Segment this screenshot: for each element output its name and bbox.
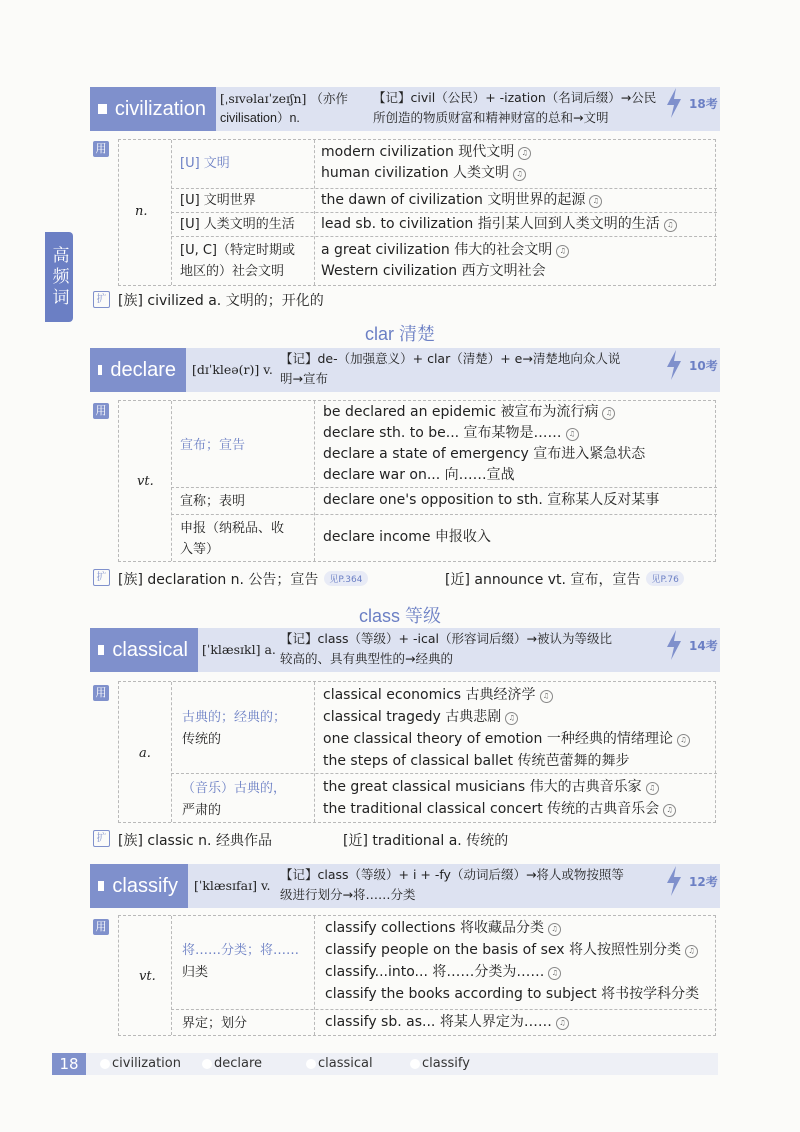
audio-listen-icon[interactable]: ♫ [518, 147, 531, 160]
entry-header-classical [90, 628, 720, 672]
exam-count: 10考 [665, 350, 718, 380]
etymology-line2: 明→宣布 [280, 371, 328, 386]
usage-table-classify [118, 915, 716, 1036]
example: classify collections 将收藏品分类 ♫ [325, 918, 561, 940]
audio-listen-icon[interactable]: ♫ [540, 690, 553, 703]
etymology-line2: 级进行划分→将……分类 [280, 887, 416, 902]
audio-listen-icon[interactable]: ♫ [548, 923, 561, 936]
part-of-speech: a. [139, 746, 151, 761]
sense-label: （音乐）古典的， [182, 781, 287, 796]
example: declare sth. to be... 宣布某物是…… ♫ [323, 423, 579, 445]
example: classify people on the basis of sex 将人按照性别分类 ♫ [325, 940, 698, 962]
audio-listen-icon[interactable]: ♫ [589, 195, 602, 208]
related-word: [族] classic n. 经典作品 [118, 833, 272, 849]
example: lead sb. to civilization 指引某人回到人类文明的生活 ♫ [321, 214, 677, 236]
etymology-line1: 【记】class（等级）+ -ical（形容词后缀）→被认为等级比 [280, 631, 612, 646]
etymology-line1: 【记】civil（公民）+ -ization（名词后缀）→公民 [373, 90, 657, 105]
expand-icon: 扩 [93, 291, 110, 308]
headword-civilization: civilization [90, 87, 216, 131]
example: the great classical musicians 伟大的古典音乐家 ♫ [323, 777, 659, 799]
sense-label: 传统的 [182, 732, 222, 747]
audio-listen-icon[interactable]: ♫ [664, 219, 677, 232]
related-word: [近] announce vt. 宣布，宣告 见P.76 [445, 569, 684, 589]
part-of-speech: n. [135, 204, 148, 219]
example: a great civilization 伟大的社会文明 ♫ [321, 240, 569, 262]
etymology-line1: 【记】de-（加强意义）+ clar（清楚）+ e→清楚地向众人说 [280, 351, 621, 366]
example: modern civilization 现代文明 ♫ [321, 142, 531, 164]
example: human civilization 人类文明 ♫ [321, 163, 526, 185]
audio-listen-icon[interactable]: ♫ [548, 967, 561, 980]
page-number: 18 [52, 1053, 86, 1075]
lightning-bolt-icon [665, 350, 683, 380]
page-footer [52, 1053, 718, 1075]
footer-index-word: civilization [112, 1056, 181, 1071]
usage-table-civilization [118, 139, 716, 286]
entry-header-classify [90, 864, 720, 908]
etymology-line2: 较高的、具有典型性的→经典的 [280, 651, 453, 666]
related-word: [族] civilized a. 文明的；开化的 [118, 293, 324, 309]
example: declare war on... 向……宣战 [323, 467, 515, 483]
footer-index-word: declare [214, 1056, 263, 1071]
headword-declare: declare [90, 348, 186, 392]
audio-listen-icon[interactable]: ♫ [685, 945, 698, 958]
sense-label: [U] 文明世界 [180, 193, 256, 208]
example: Western civilization 西方文明社会 [321, 263, 546, 279]
sense-label: 将……分类；将…… [182, 943, 300, 958]
sense-label: [U] 文明 [180, 156, 230, 171]
related-word: [近] traditional a. 传统的 [343, 833, 509, 849]
example: classify sb. as... 将某人界定为…… ♫ [325, 1012, 569, 1034]
audio-listen-icon[interactable]: ♫ [646, 782, 659, 795]
phonetic: [ˈklæsɪfaɪ] v. [194, 878, 271, 893]
sense-label: 地区的）社会文明 [180, 264, 285, 279]
audio-listen-icon[interactable]: ♫ [556, 1017, 569, 1030]
example: declare one's opposition to sth. 宣称某人反对某事 [323, 492, 660, 508]
lightning-bolt-icon [665, 630, 683, 660]
example: classify the books according to subject 将书按学科分类 [325, 986, 700, 1002]
section-tab: 高频词 [45, 232, 73, 322]
footer-index-word: classify [422, 1056, 470, 1071]
sense-label: 归类 [182, 965, 209, 980]
sense-label: 严肃的 [182, 803, 222, 818]
sense-label: [U, C]（特定时期或 [180, 243, 296, 258]
example: classical economics 古典经济学 ♫ [323, 685, 553, 707]
sense-label: 申报（纳税品、收 [180, 521, 285, 536]
usage-label: 用 [93, 685, 109, 701]
example: be declared an epidemic 被宣布为流行病 ♫ [323, 402, 615, 424]
page-link[interactable]: 见P.76 [646, 571, 683, 586]
sense-label: [U] 人类文明的生活 [180, 217, 295, 232]
expand-icon: 扩 [93, 830, 110, 847]
lightning-bolt-icon [665, 866, 683, 896]
example: the steps of classical ballet 传统芭蕾舞的舞步 [323, 753, 630, 769]
audio-listen-icon[interactable]: ♫ [566, 428, 579, 441]
exam-count: 14考 [665, 630, 718, 660]
usage-label: 用 [93, 141, 109, 157]
sense-label: 古典的；经典的； [182, 710, 287, 725]
headword-classical: classical [90, 628, 198, 672]
sense-label: 入等） [180, 542, 220, 557]
related-word: [族] declaration n. 公告；宣告 见P.364 [118, 569, 368, 589]
audio-listen-icon[interactable]: ♫ [556, 245, 569, 258]
usage-table-declare [118, 400, 716, 562]
audio-listen-icon[interactable]: ♫ [513, 168, 526, 181]
etymology-line2: 所创造的物质财富和精神财富的总和→文明 [373, 110, 609, 125]
usage-label: 用 [93, 403, 109, 419]
example: declare a state of emergency 宣布进入紧急状态 [323, 446, 646, 462]
root-heading: clar 清楚 [364, 324, 435, 344]
audio-listen-icon[interactable]: ♫ [677, 734, 690, 747]
sense-label: 界定；划分 [182, 1016, 248, 1031]
sense-label: 宣布；宣告 [180, 438, 246, 453]
entry-header-declare [90, 348, 720, 392]
expand-icon: 扩 [93, 569, 110, 586]
alt-spelling: civilisation）n. [220, 111, 300, 125]
phonetic: [dɪˈkleə(r)] v. [192, 362, 273, 377]
phonetic: [ˌsɪvəlaɪˈzeɪʃn] （亦作 [220, 91, 348, 106]
footer-index-word: classical [318, 1056, 373, 1071]
exam-count: 12考 [665, 866, 718, 896]
example: classical tragedy 古典悲剧 ♫ [323, 707, 518, 729]
lightning-bolt-icon [665, 88, 683, 118]
example: the dawn of civilization 文明世界的起源 ♫ [321, 190, 602, 212]
example: classify...into... 将……分类为…… ♫ [325, 962, 561, 984]
etymology-line1: 【记】class（等级）+ i + -fy（动词后缀）→将人或物按照等 [280, 867, 624, 882]
exam-count: 18考 [665, 88, 718, 118]
audio-listen-icon[interactable]: ♫ [602, 407, 615, 420]
example: one classical theory of emotion 一种经典的情绪理论 ♫ [323, 729, 690, 751]
sense-label: 宣称；表明 [180, 494, 246, 509]
entry-header-civilization [90, 87, 720, 131]
example: declare income 申报收入 [323, 529, 491, 545]
usage-label: 用 [93, 919, 109, 935]
audio-listen-icon[interactable]: ♫ [663, 804, 676, 817]
phonetic: [ˈklæsɪkl] a. [202, 642, 276, 657]
page-link[interactable]: 见P.364 [324, 571, 367, 586]
headword-classify: classify [90, 864, 188, 908]
audio-listen-icon[interactable]: ♫ [505, 712, 518, 725]
part-of-speech: vt. [139, 969, 156, 984]
example: the traditional classical concert 传统的古典音乐会 ♫ [323, 799, 676, 821]
usage-table-classical [118, 681, 716, 823]
part-of-speech: vt. [137, 474, 154, 489]
root-heading: class 等级 [358, 606, 441, 626]
